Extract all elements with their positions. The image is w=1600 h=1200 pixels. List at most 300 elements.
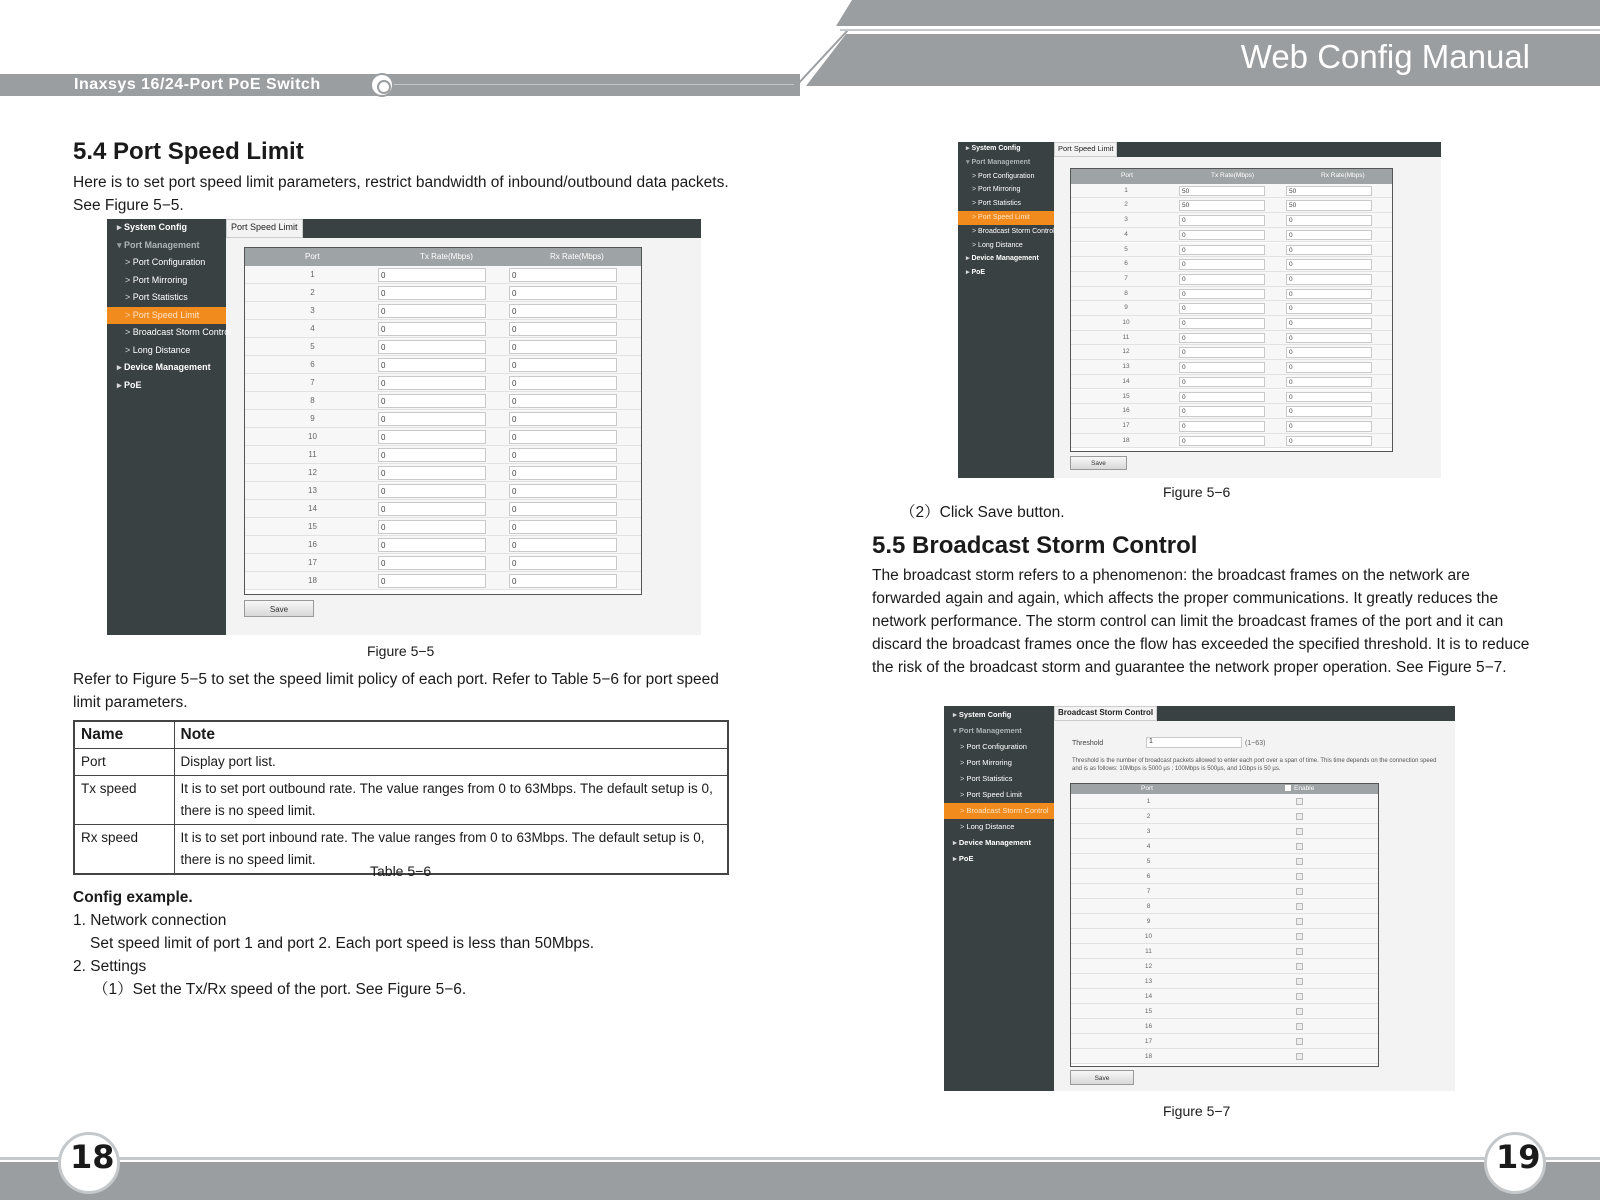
tx-rate-input[interactable]: 0 [1179,362,1265,373]
port-number: 3 [1124,216,1128,224]
enable-label: Enable [1294,785,1315,792]
table-cell-name: Rx speed [74,825,174,875]
sidebar-item-device-management[interactable] [944,835,1054,851]
port-number: 5 [1124,245,1128,253]
table-row [1071,809,1378,824]
column-header-port: Port [1141,785,1153,792]
chevron-right-icon: > [972,227,979,235]
tx-rate-input[interactable]: 0 [378,448,486,462]
port-number: 1 [1146,798,1151,805]
port-number: 9 [1124,304,1128,312]
table-row [1071,1019,1378,1034]
column-header-tx: Tx Rate(Mbps) [1211,172,1254,179]
figure-5-7-caption: Figure 5−7 [1163,1103,1231,1119]
sidebar-item-device-management[interactable] [958,252,1054,266]
sidebar-item-label: Device Management [971,255,1039,263]
sidebar-item-label: System Config [124,222,188,232]
threshold-range: (1~63) [1245,740,1266,747]
rx-rate-input[interactable]: 0 [1286,259,1372,270]
port-number: 7 [1124,274,1128,282]
port-number: 18 [1122,436,1130,444]
tx-rate-input[interactable]: 0 [1179,215,1265,226]
rx-rate-input[interactable]: 0 [509,448,617,462]
port-number: 6 [1146,873,1151,880]
rx-rate-input[interactable]: 0 [1286,421,1372,432]
rx-rate-input[interactable]: 0 [1286,230,1372,241]
port-number: 15 [308,522,317,531]
rx-rate-input[interactable]: 0 [1286,303,1372,314]
tx-rate-input[interactable]: 0 [1179,303,1265,314]
port-number: 10 [1122,319,1130,326]
table-row [74,776,728,825]
table-row [1071,198,1392,213]
table-row [245,554,641,572]
sidebar-item-label: Device Management [958,838,1031,847]
rx-rate-input[interactable]: 0 [509,520,617,534]
enable-checkbox[interactable] [1296,858,1303,865]
table-row [245,518,641,536]
enable-checkbox[interactable] [1296,963,1303,970]
port-speed-table [1070,168,1393,452]
sidebar-item-label: Broadcast Storm Control [966,806,1049,815]
sidebar-item-label: System Config [971,145,1021,152]
tx-rate-input[interactable]: 0 [1179,406,1265,417]
sidebar-item-label: Port Mirroring [966,758,1012,767]
port-number: 16 [308,540,317,549]
sidebar-item-poe[interactable] [107,377,226,395]
port-number: 13 [308,486,317,495]
sidebar-item-port-configuration[interactable] [107,254,226,272]
sidebar-item-port-configuration[interactable] [958,170,1054,184]
port-number: 6 [1124,260,1128,268]
port-number: 17 [1122,421,1130,429]
sidebar-item-port-configuration[interactable] [944,739,1054,755]
table-row [1071,257,1392,272]
tx-rate-input[interactable]: 0 [1179,347,1265,358]
caret-right-icon: ▸ [117,379,125,390]
table-row [1071,390,1392,405]
sidebar-item-label: Port Speed Limit [978,214,1030,221]
caret-down-icon: ▾ [966,158,972,166]
sidebar-item-label: Port Mirroring [132,274,188,285]
rx-rate-input[interactable]: 0 [509,286,617,300]
table-cell-name: Port [74,749,174,776]
table-row [245,302,641,320]
rx-rate-input[interactable]: 0 [1286,406,1372,417]
rx-rate-input[interactable]: 0 [509,484,617,498]
rx-rate-input[interactable]: 0 [1286,436,1372,447]
tx-rate-input[interactable]: 0 [378,268,486,282]
port-number: 7 [1146,888,1151,895]
port-number: 8 [310,396,315,405]
sidebar-item-port-statistics[interactable] [958,197,1054,211]
enable-checkbox[interactable] [1296,933,1303,940]
enable-checkbox[interactable] [1296,888,1303,895]
rx-rate-input[interactable]: 50 [1286,200,1372,211]
section-title-5-4: 5.4 Port Speed Limit [73,138,304,165]
tx-rate-input[interactable]: 0 [378,466,486,480]
tx-rate-input[interactable]: 0 [378,538,486,552]
table-header-note: Note [174,721,728,749]
sidebar-item-long-distance[interactable] [944,819,1054,835]
sidebar-item-port-management[interactable] [958,156,1054,170]
tx-rate-input[interactable]: 0 [378,394,486,408]
header-ring-icon [370,73,394,97]
port-number: 1 [310,270,315,279]
tx-rate-input[interactable]: 0 [1179,245,1265,256]
tx-rate-input[interactable]: 0 [378,574,486,588]
rx-rate-input[interactable]: 0 [1286,245,1372,256]
enable-checkbox[interactable] [1296,843,1303,850]
caret-right-icon: ▸ [953,710,959,719]
table-row [1071,272,1392,287]
figure-5-6-caption: Figure 5−6 [1163,484,1231,500]
table-cell-note: Display port list. [174,749,728,776]
sidebar-item-broadcast-storm-control[interactable] [958,225,1054,239]
table-row [1071,854,1378,869]
table-row [1071,419,1392,434]
tx-rate-input[interactable]: 0 [1179,377,1265,388]
tx-rate-input[interactable]: 0 [378,358,486,372]
rx-rate-input[interactable]: 0 [1286,392,1372,403]
sidebar-item-system-config[interactable] [107,219,226,237]
column-header-rx: Rx Rate(Mbps) [550,252,604,261]
chevron-right-icon: > [972,200,979,208]
click-save-step: （2）Click Save button. [900,504,1065,521]
port-number: 5 [1146,858,1151,865]
port-number: 2 [1124,201,1128,209]
table-row [245,536,641,554]
tx-rate-input[interactable]: 50 [1179,200,1265,211]
step-2-detail: （1）Set the Tx/Rx speed of the port. See Figure 5−6. [93,981,467,998]
enable-checkbox[interactable] [1296,828,1303,835]
table-cell-name: Tx speed [74,776,174,825]
caret-right-icon: ▸ [966,255,972,263]
tx-rate-input[interactable]: 50 [1179,186,1265,197]
chevron-right-icon: > [960,790,967,799]
select-all-checkbox[interactable] [1285,785,1291,791]
tx-rate-input[interactable]: 0 [378,484,486,498]
save-button[interactable]: Save [1070,456,1127,470]
table-row [1071,345,1392,360]
port-number: 4 [310,324,315,333]
rx-rate-input[interactable]: 0 [1286,318,1372,329]
save-button[interactable]: Save [244,600,314,617]
column-header-enable [1285,784,1314,794]
figure-5-6-screenshot [958,142,1441,478]
tx-rate-input[interactable]: 0 [1179,318,1265,329]
enable-checkbox[interactable] [1296,903,1303,910]
rx-rate-input[interactable]: 50 [1286,186,1372,197]
tx-rate-input[interactable]: 0 [1179,333,1265,344]
table-row [245,374,641,392]
table-row [1071,331,1392,346]
rx-rate-input[interactable]: 0 [1286,274,1372,285]
tx-rate-input[interactable]: 0 [378,304,486,318]
sidebar-item-label: PoE [124,379,142,390]
figure-5-5-screenshot [107,219,701,635]
port-number: 2 [310,288,315,297]
rx-rate-input[interactable]: 0 [509,502,617,516]
table-row [1071,944,1378,959]
chevron-right-icon: > [960,806,967,815]
table-row [1071,824,1378,839]
tx-rate-input[interactable]: 0 [378,322,486,336]
port-number: 16 [1122,407,1130,415]
header-divider [394,84,794,85]
tx-rate-input[interactable]: 0 [378,340,486,354]
column-header-tx: Tx Rate(Mbps) [420,252,473,261]
sidebar-item-port-management[interactable] [107,237,226,255]
step-1: 1. Network connection [73,912,227,929]
sidebar-item-port-statistics[interactable] [944,771,1054,787]
sidebar-item-label: Long Distance [132,344,191,355]
rx-rate-input[interactable]: 0 [1286,289,1372,300]
sidebar-item-long-distance[interactable] [958,239,1054,253]
port-number: 2 [1146,813,1151,820]
table-row [1071,1034,1378,1049]
port-number: 10 [1144,933,1153,940]
rx-rate-input[interactable]: 0 [509,466,617,480]
column-header-port: Port [1121,172,1133,179]
sidebar-item-broadcast-storm-control[interactable] [944,803,1054,819]
table-row [1071,869,1378,884]
rx-rate-input[interactable]: 0 [509,574,617,588]
enable-checkbox[interactable] [1296,1023,1303,1030]
table-row [245,500,641,518]
rx-rate-input[interactable]: 0 [509,538,617,552]
sidebar-item-label: Port Speed Limit [966,790,1022,799]
tab-port-speed-limit[interactable]: Port Speed Limit [226,219,303,238]
caret-down-icon: ▾ [953,726,959,735]
sidebar-item-system-config[interactable] [958,142,1054,156]
enable-checkbox[interactable] [1296,978,1303,985]
sidebar-item-label: Broadcast Storm Control [132,327,232,337]
port-number: 13 [1122,363,1130,371]
chevron-right-icon: > [960,742,967,751]
rx-rate-input[interactable]: 0 [509,340,617,354]
sidebar-item-port-statistics[interactable] [107,289,226,307]
tx-rate-input[interactable]: 0 [378,376,486,390]
enable-checkbox[interactable] [1296,993,1303,1000]
tx-rate-input[interactable]: 0 [378,430,486,444]
step-2: 2. Settings [73,958,147,975]
table-row [1071,243,1392,258]
table-row [1071,959,1378,974]
table-row [1071,434,1392,449]
table-row [1071,375,1392,390]
tx-rate-input[interactable]: 0 [1179,436,1265,447]
tx-rate-input[interactable]: 0 [378,520,486,534]
port-number: 17 [308,558,317,567]
port-number: 14 [308,504,317,513]
chevron-right-icon: > [125,344,133,355]
rx-rate-input[interactable]: 0 [1286,362,1372,373]
figure-5-7-screenshot [944,706,1455,1091]
chevron-right-icon: > [960,774,967,783]
tx-rate-input[interactable]: 0 [1179,230,1265,241]
chevron-right-icon: > [125,257,133,267]
sidebar-item-system-config[interactable] [944,707,1054,723]
sidebar-item-poe[interactable] [944,851,1054,867]
rx-rate-input[interactable]: 0 [509,412,617,426]
storm-control-table [1070,783,1379,1067]
rx-rate-input[interactable]: 0 [509,268,617,282]
sidebar-item-port-mirroring[interactable] [944,755,1054,771]
port-number: 3 [1146,828,1151,835]
rx-rate-input[interactable]: 0 [1286,215,1372,226]
tx-rate-input[interactable]: 0 [378,556,486,570]
sidebar-item-label: Port Management [971,158,1031,166]
port-number: 4 [1146,843,1151,850]
threshold-input[interactable]: 1 [1146,737,1242,748]
tx-rate-input[interactable]: 0 [1179,259,1265,270]
table-row [1071,794,1378,809]
sidebar-item-long-distance[interactable] [107,342,226,360]
rx-rate-input[interactable]: 0 [509,358,617,372]
port-number: 8 [1146,903,1151,910]
port-number: 8 [1124,289,1128,297]
tab-broadcast-storm-control[interactable]: Broadcast Storm Control [1054,706,1157,721]
enable-checkbox[interactable] [1296,1038,1303,1045]
enable-checkbox[interactable] [1296,798,1303,805]
tx-rate-input[interactable]: 0 [1179,421,1265,432]
sidebar-item-label: Long Distance [978,241,1023,249]
sidebar-item-label: Port Management [124,239,200,250]
rx-rate-input[interactable]: 0 [509,430,617,444]
page-number-right: 19 [1496,1138,1541,1176]
table-row [1071,1004,1378,1019]
table-row [1071,213,1392,228]
port-number: 12 [1144,963,1153,970]
rx-rate-input[interactable]: 0 [509,376,617,390]
table-row [1071,1049,1378,1064]
sidebar-item-label: Port Statistics [966,774,1013,783]
tx-rate-input[interactable]: 0 [1179,274,1265,285]
table-row [1071,884,1378,899]
page-number-left: 18 [70,1138,115,1176]
sidebar-item-label: Port Configuration [978,172,1035,180]
rx-rate-input[interactable]: 0 [509,322,617,336]
sidebar-item-poe[interactable] [958,266,1054,280]
table-row [1071,301,1392,316]
header-product-title: Inaxsys 16/24-Port PoE Switch [74,76,321,93]
table-5-6-caption: Table 5−6 [370,863,432,879]
tx-rate-input[interactable]: 0 [378,412,486,426]
port-number: 18 [308,576,317,585]
rx-rate-input[interactable]: 0 [1286,333,1372,344]
table-row [245,356,641,374]
config-example-heading: Config example. [73,889,193,906]
enable-checkbox[interactable] [1296,813,1303,820]
chevron-right-icon: > [972,186,979,194]
tx-rate-input[interactable]: 0 [378,502,486,516]
rx-rate-input[interactable]: 0 [1286,377,1372,388]
chevron-right-icon: > [972,241,979,249]
tx-rate-input[interactable]: 0 [378,286,486,300]
tx-rate-input[interactable]: 0 [1179,289,1265,300]
port-number: 9 [310,414,315,423]
port-number: 11 [308,450,317,459]
enable-checkbox[interactable] [1296,1008,1303,1015]
rx-rate-input[interactable]: 0 [509,556,617,570]
footer-band [0,1162,1600,1200]
table-row [1071,929,1378,944]
port-number: 18 [1144,1053,1153,1060]
sidebar-item-port-speed-limit[interactable] [944,787,1054,803]
port-speed-table [244,247,642,595]
footer-divider [0,1157,1600,1160]
port-number: 12 [308,468,317,477]
sidebar-item-port-management[interactable] [944,723,1054,739]
sidebar-item-label: Port Configuration [132,257,206,267]
storm-paragraph: The broadcast storm refers to a phenomenon: the broadcast frames on the network are forwarded again and again, which affects the proper communications. It greatly reduces the network performance. The storm control can limit the broadcast frames of the port and it can discard the broadcast frames once the flow has exceeded the specified threshold. It is to reduce the risk of the broadcast storm and guarantee the network proper operation. See Figure 5−7. [872,567,1530,676]
rx-rate-input[interactable]: 0 [1286,347,1372,358]
port-number: 10 [308,432,317,441]
sidebar-item-label: PoE [971,269,986,277]
table-row [245,284,641,302]
enable-checkbox[interactable] [1296,1053,1303,1060]
chevron-right-icon: > [125,327,133,337]
sidebar-item-port-mirroring[interactable] [107,272,226,290]
table-row [245,446,641,464]
sidebar-item-device-management[interactable] [107,359,226,377]
sidebar-item-port-mirroring[interactable] [958,183,1054,197]
port-number: 12 [1122,348,1130,356]
sidebar-item-label: Long Distance [966,822,1015,831]
parameter-table [73,720,729,875]
table-cell-note: It is to set port inbound rate. The value ranges from 0 to 63Mbps. The default setup is 0, there is no speed limit. [174,825,728,875]
table-row [245,572,641,590]
threshold-label: Threshold [1072,740,1104,747]
table-row [1071,839,1378,854]
rx-rate-input[interactable]: 0 [509,304,617,318]
table-row [245,338,641,356]
port-number: 14 [1122,377,1130,385]
column-header-rx: Rx Rate(Mbps) [1321,172,1365,179]
port-number: 7 [310,378,315,387]
rx-rate-input[interactable]: 0 [509,394,617,408]
tx-rate-input[interactable]: 0 [1179,392,1265,403]
port-number: 11 [1122,333,1130,341]
port-number: 16 [1144,1023,1153,1030]
save-button[interactable]: Save [1070,1070,1134,1085]
sidebar-item-port-speed-limit[interactable] [958,211,1054,225]
port-number: 15 [1144,1008,1153,1015]
header-manual-title: Web Config Manual [1240,38,1530,75]
threshold-note: Threshold is the number of broadcast packets allowed to enter each port over a span of time. This time depends on the connection speed and is as follows: 10Mbps is 5000 µs ; 100Mbps is 500µs, and 1Gbps is 50 µs. [1072,758,1437,772]
chevron-right-icon: > [125,292,133,302]
sidebar-item-label: Port Management [958,726,1022,735]
table-header [1071,169,1392,184]
enable-checkbox[interactable] [1296,948,1303,955]
sidebar-item-broadcast-storm-control[interactable] [107,324,232,342]
tab-port-speed-limit[interactable]: Port Speed Limit [1054,142,1117,157]
table-row [245,428,641,446]
chevron-right-icon: > [125,309,133,320]
sidebar-item-port-speed-limit[interactable] [107,307,226,325]
port-number: 11 [1145,948,1152,955]
table-row [1071,899,1378,914]
enable-checkbox[interactable] [1296,873,1303,880]
intro-paragraph: Here is to set port speed limit parameters, restrict bandwidth of inbound/outbound data packets. See Figure 5−5. [73,174,729,214]
sidebar-item-label: Port Speed Limit [132,309,200,320]
sidebar-item-label: Port Statistics [978,200,1021,208]
caret-down-icon: ▾ [117,239,125,250]
enable-checkbox[interactable] [1296,918,1303,925]
port-number: 6 [310,360,315,369]
table-cell-note: It is to set port outbound rate. The value ranges from 0 to 63Mbps. The default setup is 0, there is no speed limit. [174,776,728,825]
